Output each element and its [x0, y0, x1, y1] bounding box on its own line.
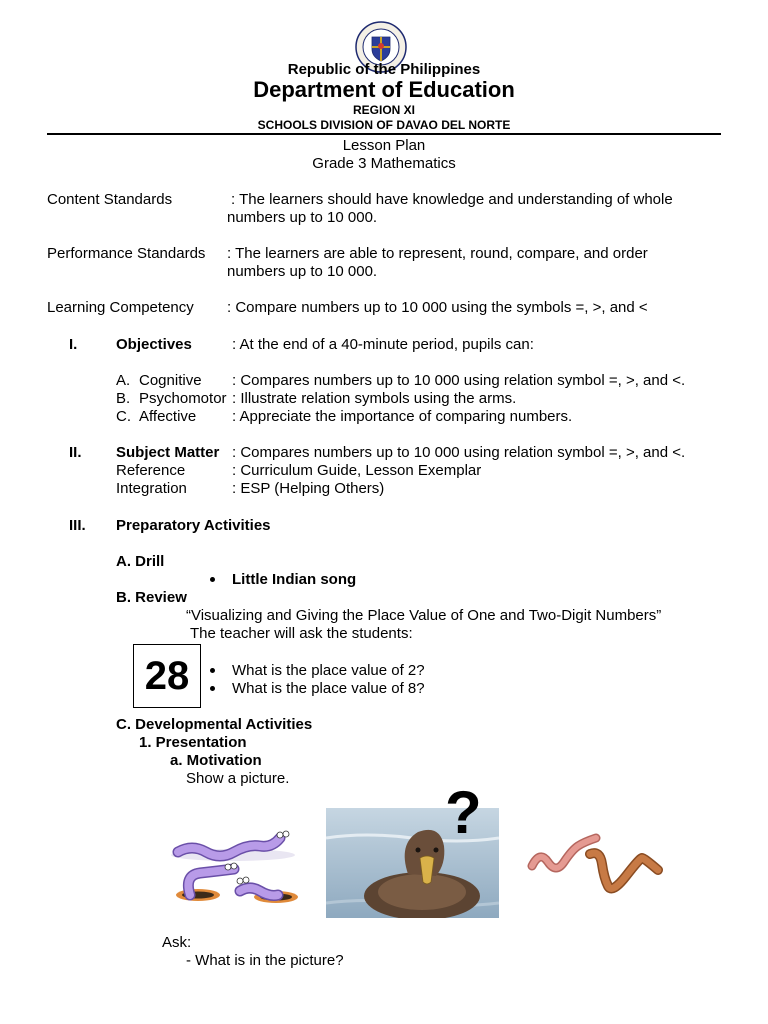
earthworms-image	[526, 816, 664, 902]
objective-name: Cognitive	[139, 372, 202, 389]
review-question: What is the place value of 8?	[232, 680, 425, 697]
purple-worms-image	[168, 815, 303, 913]
division-heading: SCHOOLS DIVISION OF DAVAO DEL NORTE	[257, 118, 511, 132]
performance-standards-text-cont: numbers up to 10 000.	[227, 263, 378, 280]
preparatory-label: Preparatory Activities	[116, 517, 271, 534]
show-picture-text: Show a picture.	[186, 770, 290, 787]
department-heading: Department of Education	[253, 77, 515, 102]
objective-name: Affective	[139, 408, 197, 425]
preparatory-numeral: III.	[69, 517, 86, 534]
bullet-icon	[210, 577, 215, 582]
number-card	[133, 644, 201, 708]
number-card-value: 28	[144, 654, 190, 698]
grade-title: Grade 3 Mathematics	[312, 155, 456, 172]
review-title: “Visualizing and Giving the Place Value of One and Two-Digit Numbers”	[186, 607, 662, 624]
learning-competency-label: Learning Competency	[47, 299, 194, 316]
subject-text: : Compares numbers up to 10 000 using relation symbol =, >, and <.	[232, 444, 686, 461]
bullet-icon	[210, 668, 215, 673]
objective-name: Psychomotor	[139, 390, 227, 407]
subject-numeral: II.	[69, 444, 82, 461]
question-mark: ?	[445, 779, 482, 846]
objectives-intro: : At the end of a 40-minute period, pupils can:	[232, 336, 534, 353]
performance-standards-label: Performance Standards	[47, 245, 206, 262]
content-standards-label: Content Standards	[47, 191, 173, 208]
plan-title: Lesson Plan	[342, 137, 426, 154]
review-label: B. Review	[116, 589, 187, 606]
bullet-icon	[210, 686, 215, 691]
objective-text: : Compares numbers up to 10 000 using relation symbol =, >, and <.	[232, 372, 686, 389]
ask-label: Ask:	[162, 934, 192, 951]
integration-label: Integration	[116, 480, 187, 497]
republic-heading: Republic of the Philippines	[287, 61, 481, 78]
motivation-label: a. Motivation	[170, 752, 262, 769]
subject-label: Subject Matter	[116, 444, 220, 461]
header-divider	[47, 133, 721, 135]
objective-text: : Appreciate the importance of comparing numbers.	[232, 408, 573, 425]
objectives-label: Objectives	[116, 336, 192, 353]
ask-question: - What is in the picture?	[186, 952, 344, 969]
content-standards-text: : The learners should have knowledge and understanding of whole	[231, 191, 673, 208]
objective-letter: C.	[116, 408, 131, 425]
reference-text: : Curriculum Guide, Lesson Exemplar	[232, 462, 482, 479]
review-question: What is the place value of 2?	[232, 662, 425, 679]
content-standards-text-cont: numbers up to 10 000.	[227, 209, 378, 226]
objective-letter: A.	[116, 372, 131, 389]
presentation-label: 1. Presentation	[139, 734, 247, 751]
objective-letter: B.	[116, 390, 131, 407]
reference-label: Reference	[116, 462, 186, 479]
drill-label: A. Drill	[116, 553, 165, 570]
drill-item: Little Indian song	[232, 571, 357, 588]
region-heading: REGION XI	[352, 103, 415, 117]
learning-competency-text: : Compare numbers up to 10 000 using the symbols =, >, and <	[227, 299, 648, 316]
developmental-label: C. Developmental Activities	[116, 716, 313, 733]
objective-text: : Illustrate relation symbols using the arms.	[232, 390, 517, 407]
integration-text: : ESP (Helping Others)	[232, 480, 385, 497]
performance-standards-text: : The learners are able to represent, round, compare, and order	[227, 245, 648, 262]
review-intro: The teacher will ask the students:	[190, 625, 413, 642]
objectives-numeral: I.	[69, 336, 78, 353]
